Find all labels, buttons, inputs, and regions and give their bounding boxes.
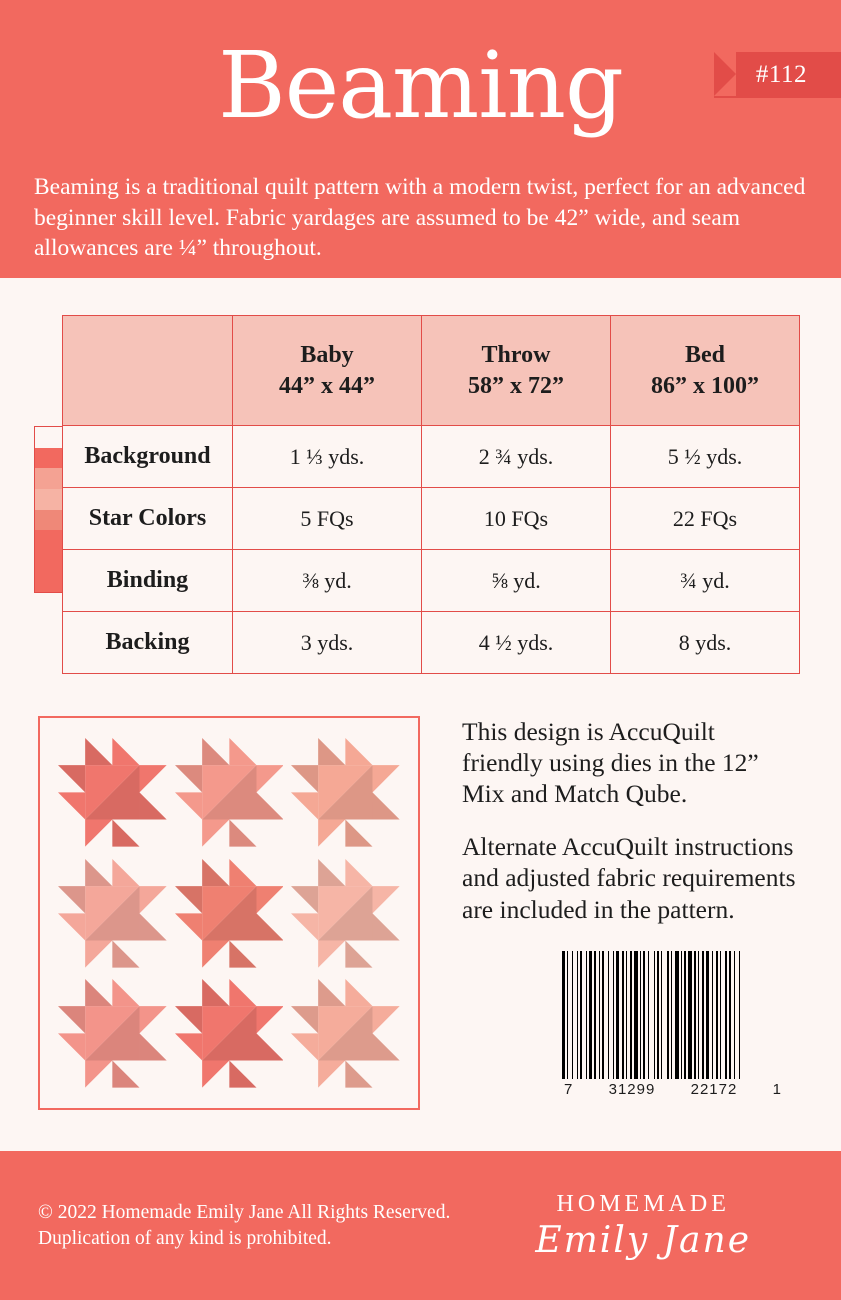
cell-backing-bed: 8 yds. <box>611 612 800 674</box>
quilt-star-block <box>175 857 284 970</box>
barcode-icon <box>562 951 784 1079</box>
column-size-bed: 86” x 100” <box>651 372 759 399</box>
column-header-throw <box>422 316 611 426</box>
accuquilt-note-2: Alternate AccuQuilt instructions and adjusted fabric requirements are included in the pattern. <box>462 832 796 924</box>
accuquilt-note-1: This design is AccuQuilt friendly using dies in the 12” Mix and Match Qube. <box>462 717 759 809</box>
pattern-number-ribbon <box>714 52 841 98</box>
column-name-baby: Baby <box>300 341 354 368</box>
cell-star-colors-bed: 22 FQs <box>611 488 800 550</box>
swatch-6 <box>35 530 62 592</box>
barcode-area <box>562 951 784 1098</box>
page-title: Beaming <box>218 32 623 139</box>
table-header-row <box>63 316 800 426</box>
cell-background-throw: 2 ¾ yds. <box>422 426 611 488</box>
column-size-throw: 58” x 72” <box>468 372 564 399</box>
cell-binding-bed: ¾ yd. <box>611 550 800 612</box>
header-banner <box>0 0 841 278</box>
row-label-binding: Binding <box>63 550 233 612</box>
quilt-star-block <box>175 977 284 1090</box>
quilt-star-grid <box>58 736 400 1090</box>
brand-line-1: HOMEMADE <box>556 1190 730 1217</box>
yardage-table-wrapper <box>62 315 796 674</box>
row-label-backing: Backing <box>63 612 233 674</box>
quilt-layout-diagram <box>38 716 420 1110</box>
brand-logo <box>535 1191 801 1261</box>
cell-background-bed: 5 ½ yds. <box>611 426 800 488</box>
pattern-number-label: #112 <box>755 61 807 88</box>
column-name-bed: Bed <box>684 341 725 368</box>
table-row <box>63 426 800 488</box>
yardage-table <box>62 315 800 674</box>
quilt-star-block <box>58 857 167 970</box>
notes-column <box>462 716 796 1110</box>
cell-star-colors-throw: 10 FQs <box>422 488 611 550</box>
swatch-5 <box>35 510 62 531</box>
quilt-star-block <box>291 736 400 849</box>
cell-binding-throw: ⅝ yd. <box>422 550 611 612</box>
quilt-star-block <box>291 977 400 1090</box>
row-label-star-colors: Star Colors <box>63 488 233 550</box>
column-header-baby <box>233 316 422 426</box>
barcode-group2: 22172 <box>690 1080 738 1098</box>
table-corner-cell <box>63 316 233 426</box>
quilt-star-block <box>58 736 167 849</box>
barcode-left-digit: 7 <box>564 1080 574 1098</box>
barcode-group1: 31299 <box>608 1080 656 1098</box>
cell-background-baby: 1 ⅓ yds. <box>233 426 422 488</box>
row-label-background: Background <box>63 426 233 488</box>
cell-binding-baby: ⅜ yd. <box>233 550 422 612</box>
swatch-1 <box>35 427 62 448</box>
column-size-baby: 44” x 44” <box>279 372 375 399</box>
quilt-star-block <box>175 736 284 849</box>
swatch-2 <box>35 448 62 469</box>
quilt-star-block <box>291 857 400 970</box>
fabric-swatch-stack <box>34 426 62 593</box>
column-name-throw: Throw <box>481 341 551 368</box>
cell-backing-throw: 4 ½ yds. <box>422 612 611 674</box>
barcode-digits <box>562 1081 784 1098</box>
brand-line-2: Emily Jane <box>535 1219 751 1261</box>
copyright-text: © 2022 Homemade Emily Jane All Rights Reserved. Duplication of any kind is prohibited. <box>38 1201 451 1249</box>
table-row <box>63 488 800 550</box>
footer-banner <box>0 1151 841 1300</box>
column-header-bed <box>611 316 800 426</box>
cell-star-colors-baby: 5 FQs <box>233 488 422 550</box>
swatch-4 <box>35 489 62 510</box>
cell-backing-baby: 3 yds. <box>233 612 422 674</box>
intro-paragraph: Beaming is a traditional quilt pattern with a modern twist, perfect for an advanced beginner skill level. Fabric yardages are assumed to be 42” wide, and seam allowances are ¼” throughout. <box>34 174 806 262</box>
quilt-star-block <box>58 977 167 1090</box>
table-row <box>63 550 800 612</box>
table-row <box>63 612 800 674</box>
barcode-right-digit: 1 <box>772 1080 782 1098</box>
lower-section <box>38 716 796 1110</box>
swatch-3 <box>35 468 62 489</box>
